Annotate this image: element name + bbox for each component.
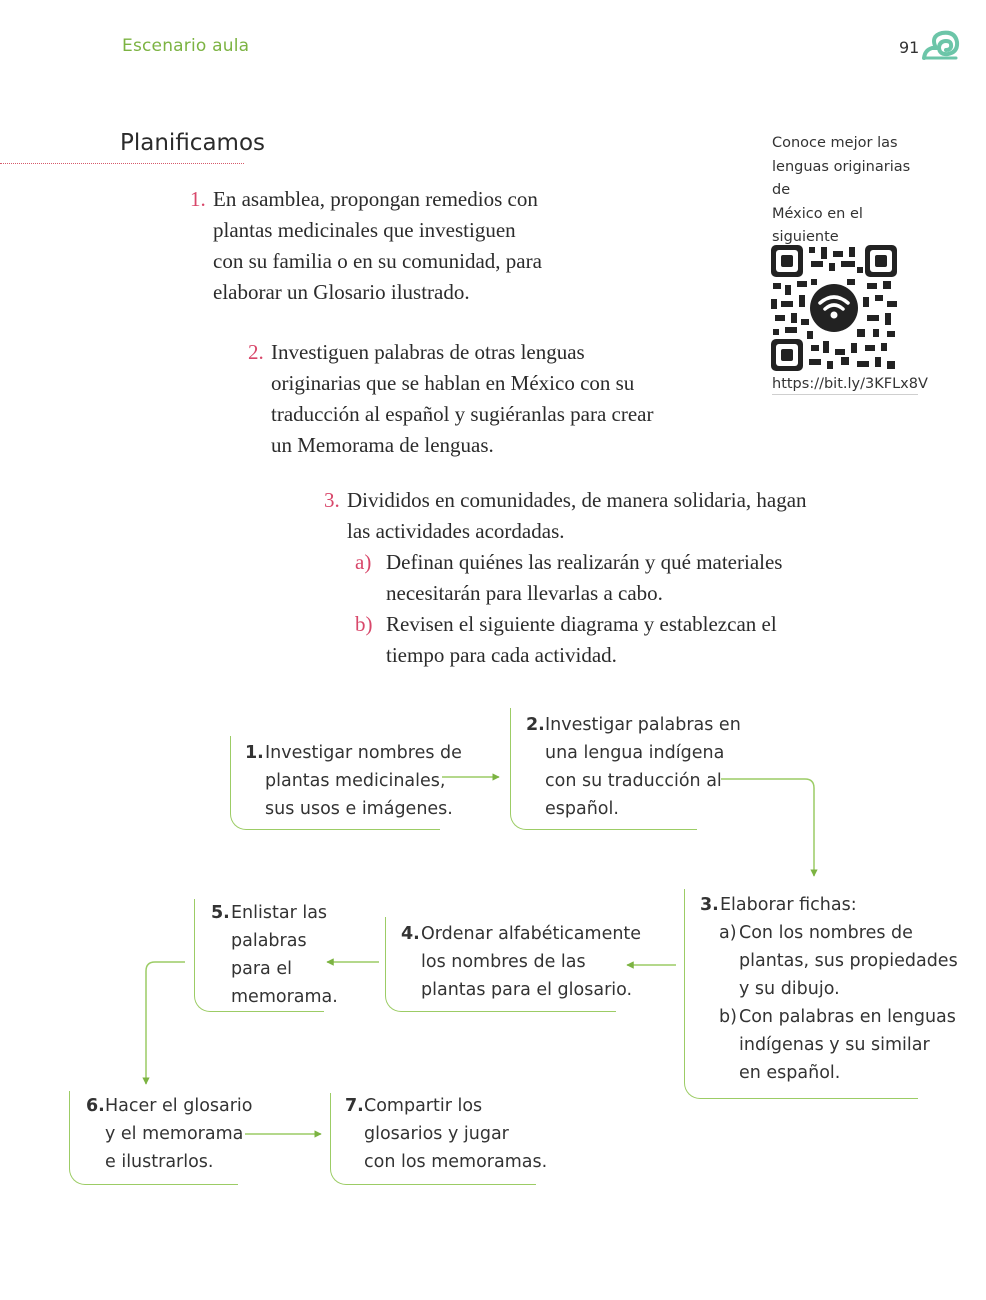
instruction-line: plantas medicinales que investiguen: [213, 218, 516, 242]
step-number: 1.: [245, 743, 264, 763]
step-sub-line: en español.: [739, 1063, 841, 1083]
step-number: 5.: [211, 903, 230, 923]
instruction-line: originarias que se hablan en México con su: [271, 371, 635, 395]
step-line: sus usos e imágenes.: [265, 799, 453, 819]
step-number: 3.: [700, 895, 719, 915]
sub-letter: a): [355, 550, 372, 574]
step-line: Ordenar alfabéticamente: [421, 924, 642, 944]
instruction-number: 2.: [248, 340, 264, 364]
step-line: Compartir los: [364, 1096, 483, 1116]
step-sub-line: Con palabras en lenguas: [739, 1007, 956, 1027]
step-number: 2.: [526, 715, 545, 735]
sub-letter: b): [355, 612, 373, 636]
step-line: memorama.: [231, 987, 338, 1007]
instruction-line: con su familia o en su comunidad, para: [213, 249, 542, 273]
diagram-step-7: [330, 1093, 548, 1185]
sub-line: necesitarán para llevarlas a cabo.: [386, 581, 663, 605]
instruction-line: Investiguen palabras de otras lenguas: [271, 340, 585, 364]
step-line: palabras: [231, 931, 307, 951]
diagram-step-6: [69, 1091, 253, 1185]
step-sub-line: plantas, sus propiedades: [739, 951, 958, 971]
instruction-line: un Memorama de lenguas.: [271, 433, 494, 457]
step-line: con los memoramas.: [364, 1152, 548, 1172]
diagram-step-3: [684, 889, 958, 1099]
side-note-line: México en el siguiente: [772, 205, 863, 245]
step-number: 6.: [86, 1096, 105, 1116]
instruction-line: traducción al español y sugiéranlas para crear: [271, 402, 654, 426]
side-note-line: Conoce mejor las: [772, 135, 898, 151]
step-number: 7.: [345, 1096, 364, 1116]
step-line: Elaborar fichas:: [720, 895, 857, 915]
step-line: y el memorama: [105, 1124, 244, 1144]
step-sub-letter: b): [719, 1007, 737, 1027]
step-line: plantas medicinales,: [265, 771, 446, 791]
page-number: 91: [899, 38, 920, 57]
diagram-step-5: [194, 899, 338, 1012]
step-sub-line: Con los nombres de: [739, 923, 913, 943]
sub-line: Definan quiénes las realizarán y qué materiales: [386, 550, 783, 574]
instruction-line: las actividades acordadas.: [347, 519, 565, 543]
instruction-number: 3.: [324, 488, 340, 512]
diagram-step-1: [230, 736, 462, 830]
step-line: e ilustrarlos.: [105, 1152, 214, 1172]
instruction-line: En asamblea, propongan remedios con: [213, 187, 538, 211]
diagram-step-2: [510, 708, 741, 830]
step-line: Investigar nombres de: [265, 743, 462, 763]
step-line: una lengua indígena: [545, 743, 725, 763]
sub-line: tiempo para cada actividad.: [386, 643, 617, 667]
instruction-line: elaborar un Glosario ilustrado.: [213, 280, 470, 304]
side-note-line: lenguas originarias de: [772, 158, 911, 198]
instruction-number: 1.: [190, 187, 206, 211]
sub-line: Revisen el siguiente diagrama y establezcan el: [386, 612, 777, 636]
step-sub-line: indígenas y su similar: [739, 1035, 930, 1055]
step-sub-letter: a): [719, 923, 737, 943]
step-line: para el: [231, 959, 292, 979]
header-section-label: Escenario aula: [122, 36, 250, 56]
step-line: los nombres de las: [421, 952, 586, 972]
step-number: 4.: [401, 924, 420, 944]
step-line: español.: [545, 799, 619, 819]
step-line: glosarios y jugar: [364, 1124, 509, 1144]
step-line: con su traducción al: [545, 771, 722, 791]
instruction-line: Divididos en comunidades, de manera solidaria, hagan: [347, 488, 807, 512]
section-title: Planificamos: [120, 130, 266, 156]
step-line: plantas para el glosario.: [421, 980, 633, 1000]
step-line: Hacer el glosario: [105, 1096, 253, 1116]
step-sub-line: y su dibujo.: [739, 979, 840, 999]
step-line: Investigar palabras en: [545, 715, 741, 735]
diagram-step-4: [385, 917, 642, 1012]
qr-link[interactable]: https://bit.ly/3KFLx8V: [772, 376, 918, 395]
arrow-5-to-6: [146, 962, 185, 1084]
step-line: Enlistar las: [231, 903, 328, 923]
